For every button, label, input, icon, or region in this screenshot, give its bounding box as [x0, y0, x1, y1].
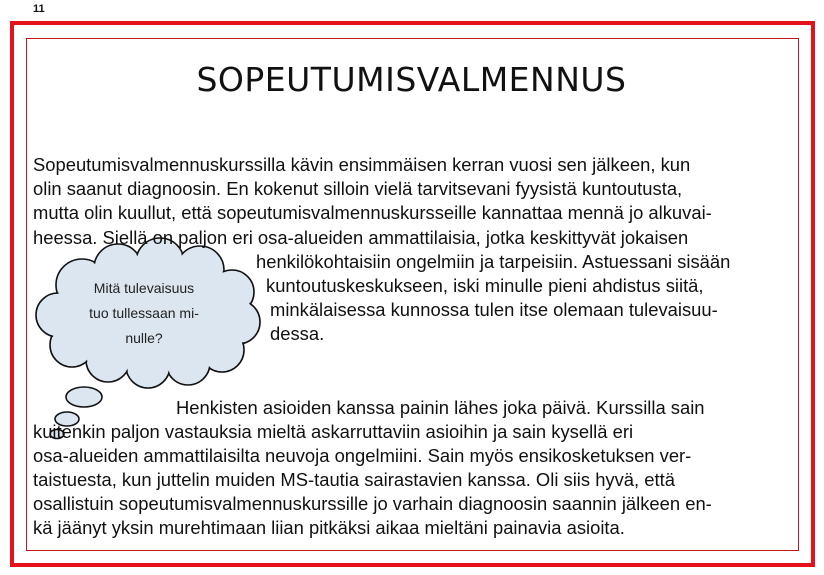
text-line: Sopeutumisvalmennuskurssilla kävin ensimmäisen kerran vuosi sen jälkeen, kun	[33, 154, 691, 175]
thought-bubble-line: tuo tullessaan mi-	[89, 305, 199, 321]
text-line: heessa. Siellä on paljon eri osa-alueiden ammattilaisia, jotka keskittyvät jokaisen	[33, 227, 689, 248]
text-line: kuntoutuskeskukseen, iski minulle pieni ahdistus siitä,	[266, 275, 704, 296]
text-line: taistuesta, kun juttelin muiden MS-tautia sairastavien kanssa. Oli siis hyvä, että	[33, 469, 675, 490]
text-line: Henkisten asioiden kanssa painin lähes joka päivä. Kurssilla sain	[176, 397, 705, 418]
thought-bubble-line: nulle?	[125, 330, 163, 346]
text-line: osa-alueiden ammattilaisilta neuvoja ongelmiini. Sain myös ensikosketuksen ver-	[33, 445, 692, 466]
text-line: minkälaisessa kunnossa tulen itse olemaan tulevaisuu-	[270, 299, 718, 320]
page-title: SOPEUTUMISVALMENNUS	[196, 60, 627, 99]
text-line: dessa.	[270, 323, 325, 344]
page-number: 11	[33, 3, 45, 15]
text-line: osallistuin sopeutumisvalmennuskurssille jo varhain diagnoosin saannin jälkeen en-	[33, 493, 712, 514]
text-line: mutta olin kuullut, että sopeutumisvalmennuskursseille kannattaa mennä jo alkuvai-	[33, 202, 712, 223]
text-line: henkilökohtaisiin ongelmiin ja tarpeisiin. Astuessani sisään	[256, 251, 731, 272]
text-line: kuitenkin paljon vastauksia mieltä askarruttaviin asioihin ja sain kysellä eri	[33, 421, 634, 442]
thought-bubble-text	[66, 276, 222, 351]
text-line: kä jäänyt yksin murehtimaan liian pitkäksi aikaa mieltäni painavia asioita.	[33, 517, 625, 538]
text-line: olin saanut diagnoosin. En kokenut silloin vielä tarvitsevani fyysistä kuntoutusta,	[33, 178, 683, 199]
thought-bubble-line: Mitä tulevaisuus	[93, 280, 195, 296]
